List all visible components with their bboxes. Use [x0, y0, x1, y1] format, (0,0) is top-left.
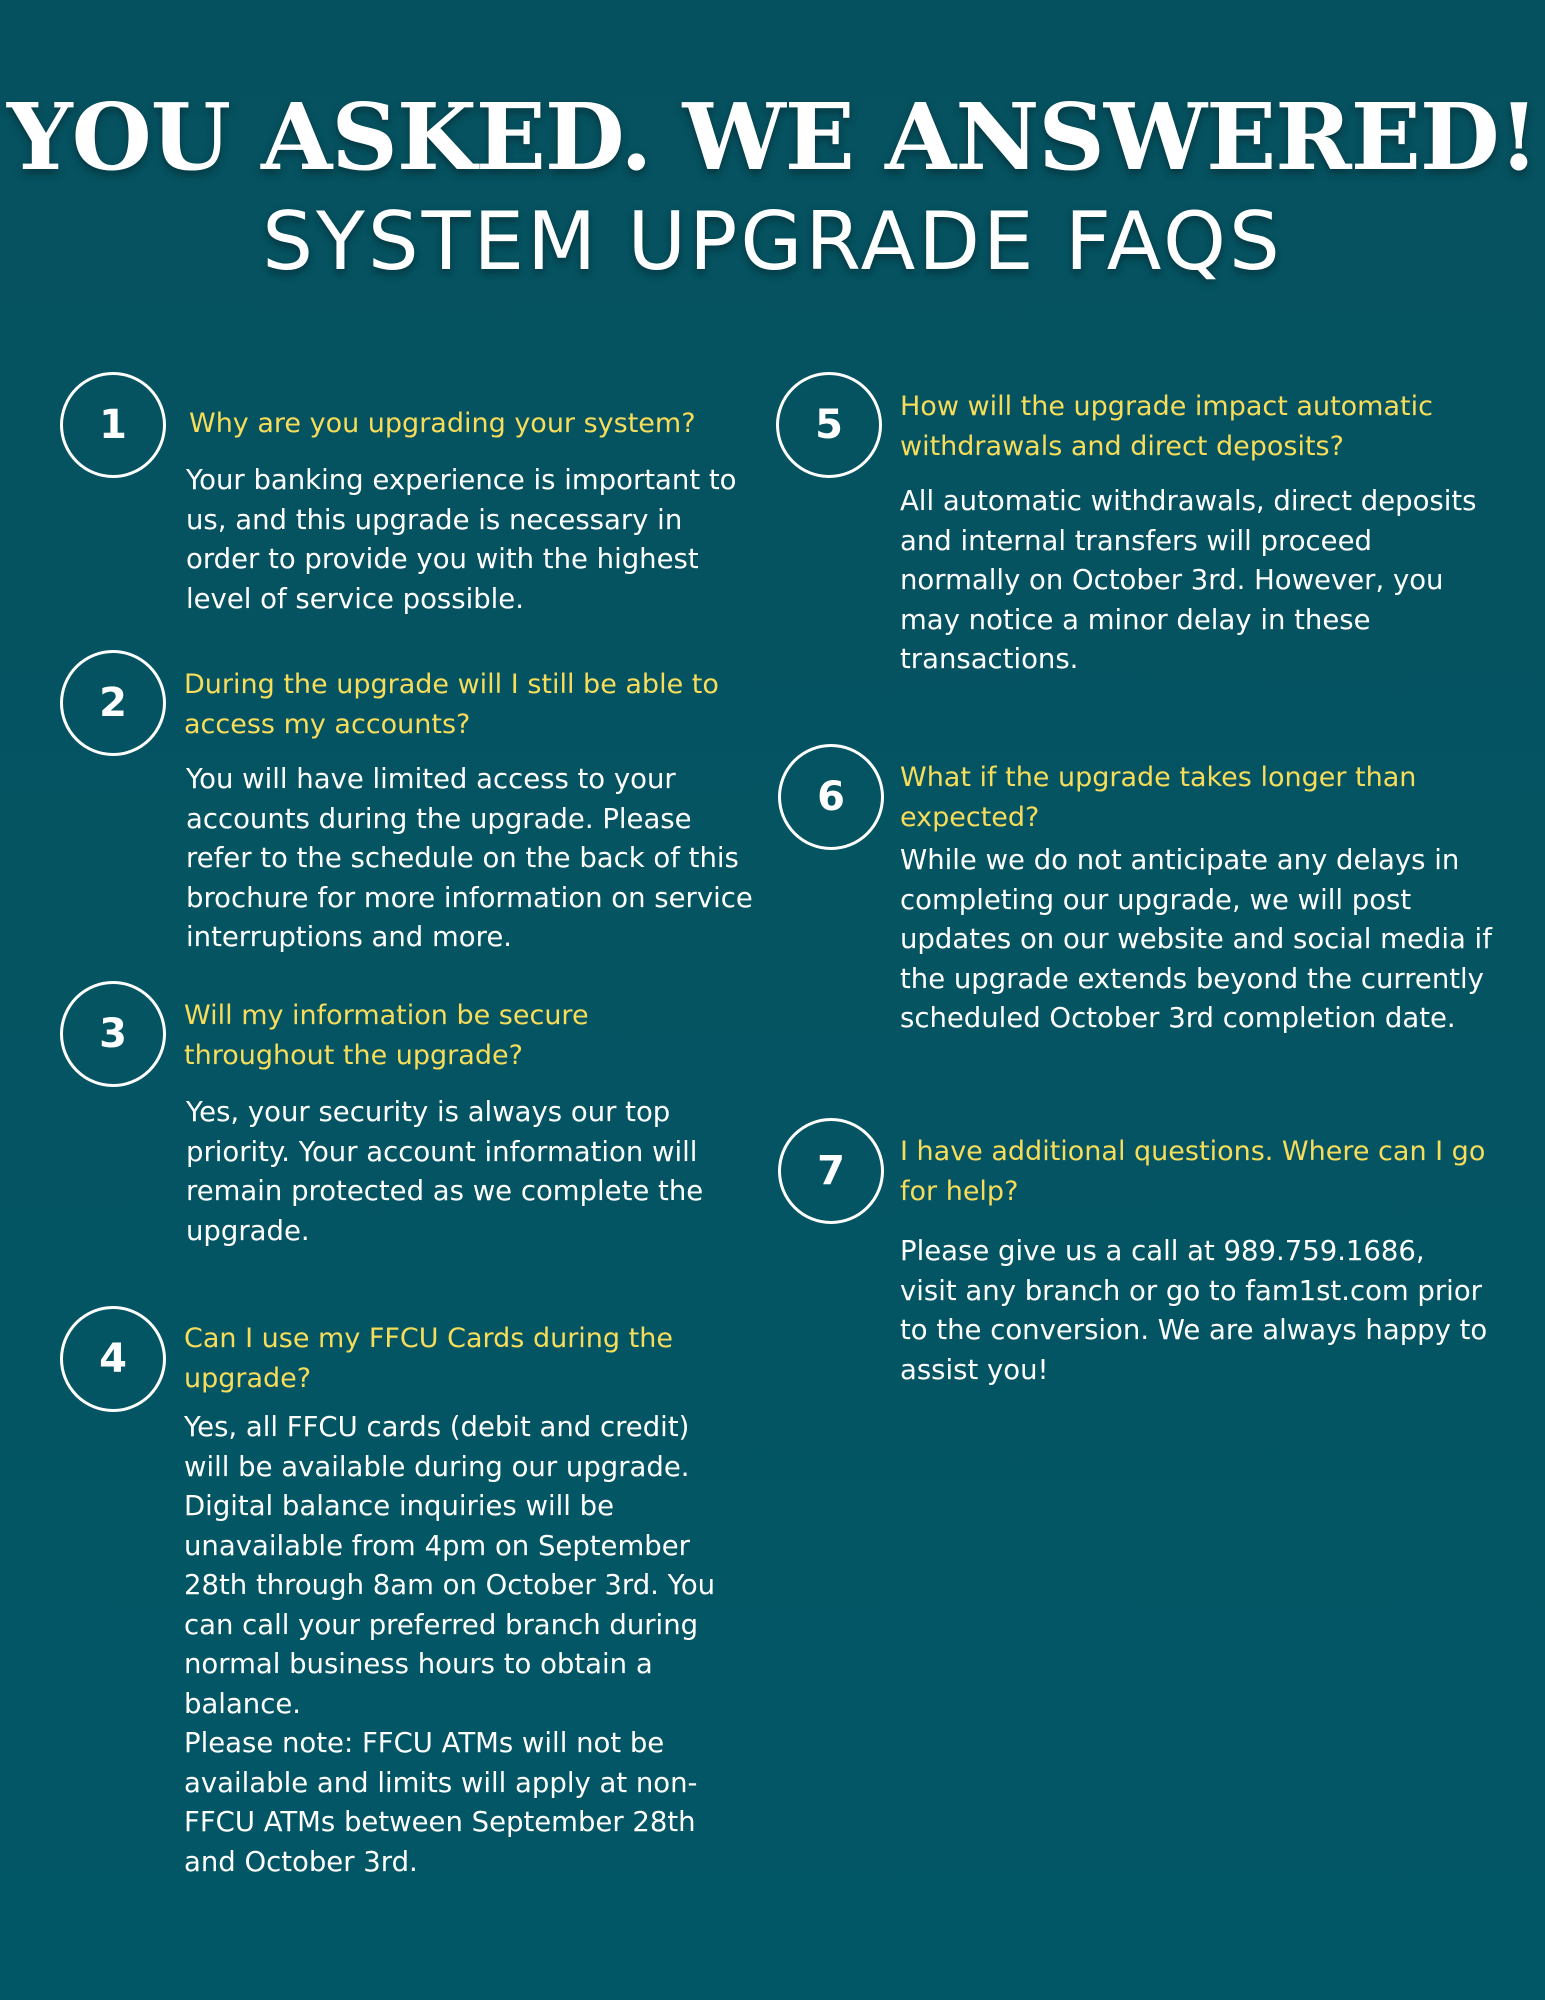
faq-answer: All automatic withdrawals, direct deposits and internal transfers will proceed normally on October 3rd. However, you may notice a minor delay in these transactions. [900, 485, 1477, 675]
faq-question: Will my information be secure throughout the upgrade? [184, 1000, 589, 1071]
faq-number-badge: 6 [778, 744, 884, 850]
faq-question: Why are you upgrading your system? [189, 408, 696, 439]
page-subtitle: SYSTEM UPGRADE FAQS [262, 195, 1283, 288]
faq-number-badge: 1 [60, 372, 166, 478]
faq-question: Can I use my FFCU Cards during the upgrade? [184, 1323, 673, 1394]
faq-answer: Your banking experience is important to us, and this upgrade is necessary in order to provide you with the highest level of service possible. [186, 464, 737, 615]
faq-number-badge: 7 [778, 1118, 884, 1224]
faq-question: How will the upgrade impact automatic withdrawals and direct deposits? [900, 391, 1433, 462]
page-title: YOU ASKED. WE ANSWERED! [6, 83, 1539, 191]
faq-question: During the upgrade will I still be able to access my accounts? [184, 669, 719, 740]
faq-answer-block [184, 1408, 729, 1882]
faq-answer: Please give us a call at 989.759.1686, visit any branch or go to fam1st.com prior to the conversion. We are always happy to assist you! [900, 1235, 1488, 1386]
faq-number-badge: 2 [60, 650, 166, 756]
faq-answer: Yes, your security is always our top priority. Your account information will remain protected as we complete the upgrade. [186, 1096, 704, 1247]
faq-answer: Yes, all FFCU cards (debit and credit) will be available during our upgrade. Digital balance inquiries will be unavailable from 4pm on September 28th through 8am on October 3rd. You can call your preferred branch during normal business hours to obtain a balance. [184, 1411, 716, 1720]
faq-question: What if the upgrade takes longer than expected? [900, 762, 1417, 833]
faq-number-badge: 3 [60, 981, 166, 1087]
faq-question: I have additional questions. Where can I go for help? [900, 1136, 1486, 1207]
faq-answer: You will have limited access to your accounts during the upgrade. Please refer to the schedule on the back of this brochure for more information on service interruptions and more. [186, 763, 753, 953]
faq-number-badge: 5 [776, 372, 882, 478]
faq-answer-note: Please note: FFCU ATMs will not be available and limits will apply at non-FFCU ATMs between September 28th and October 3rd. [184, 1727, 698, 1878]
faq-number-badge: 4 [60, 1306, 166, 1412]
faq-answer: While we do not anticipate any delays in completing our upgrade, we will post updates on our website and social media if the upgrade extends beyond the currently scheduled October 3rd completion date. [900, 844, 1492, 1034]
